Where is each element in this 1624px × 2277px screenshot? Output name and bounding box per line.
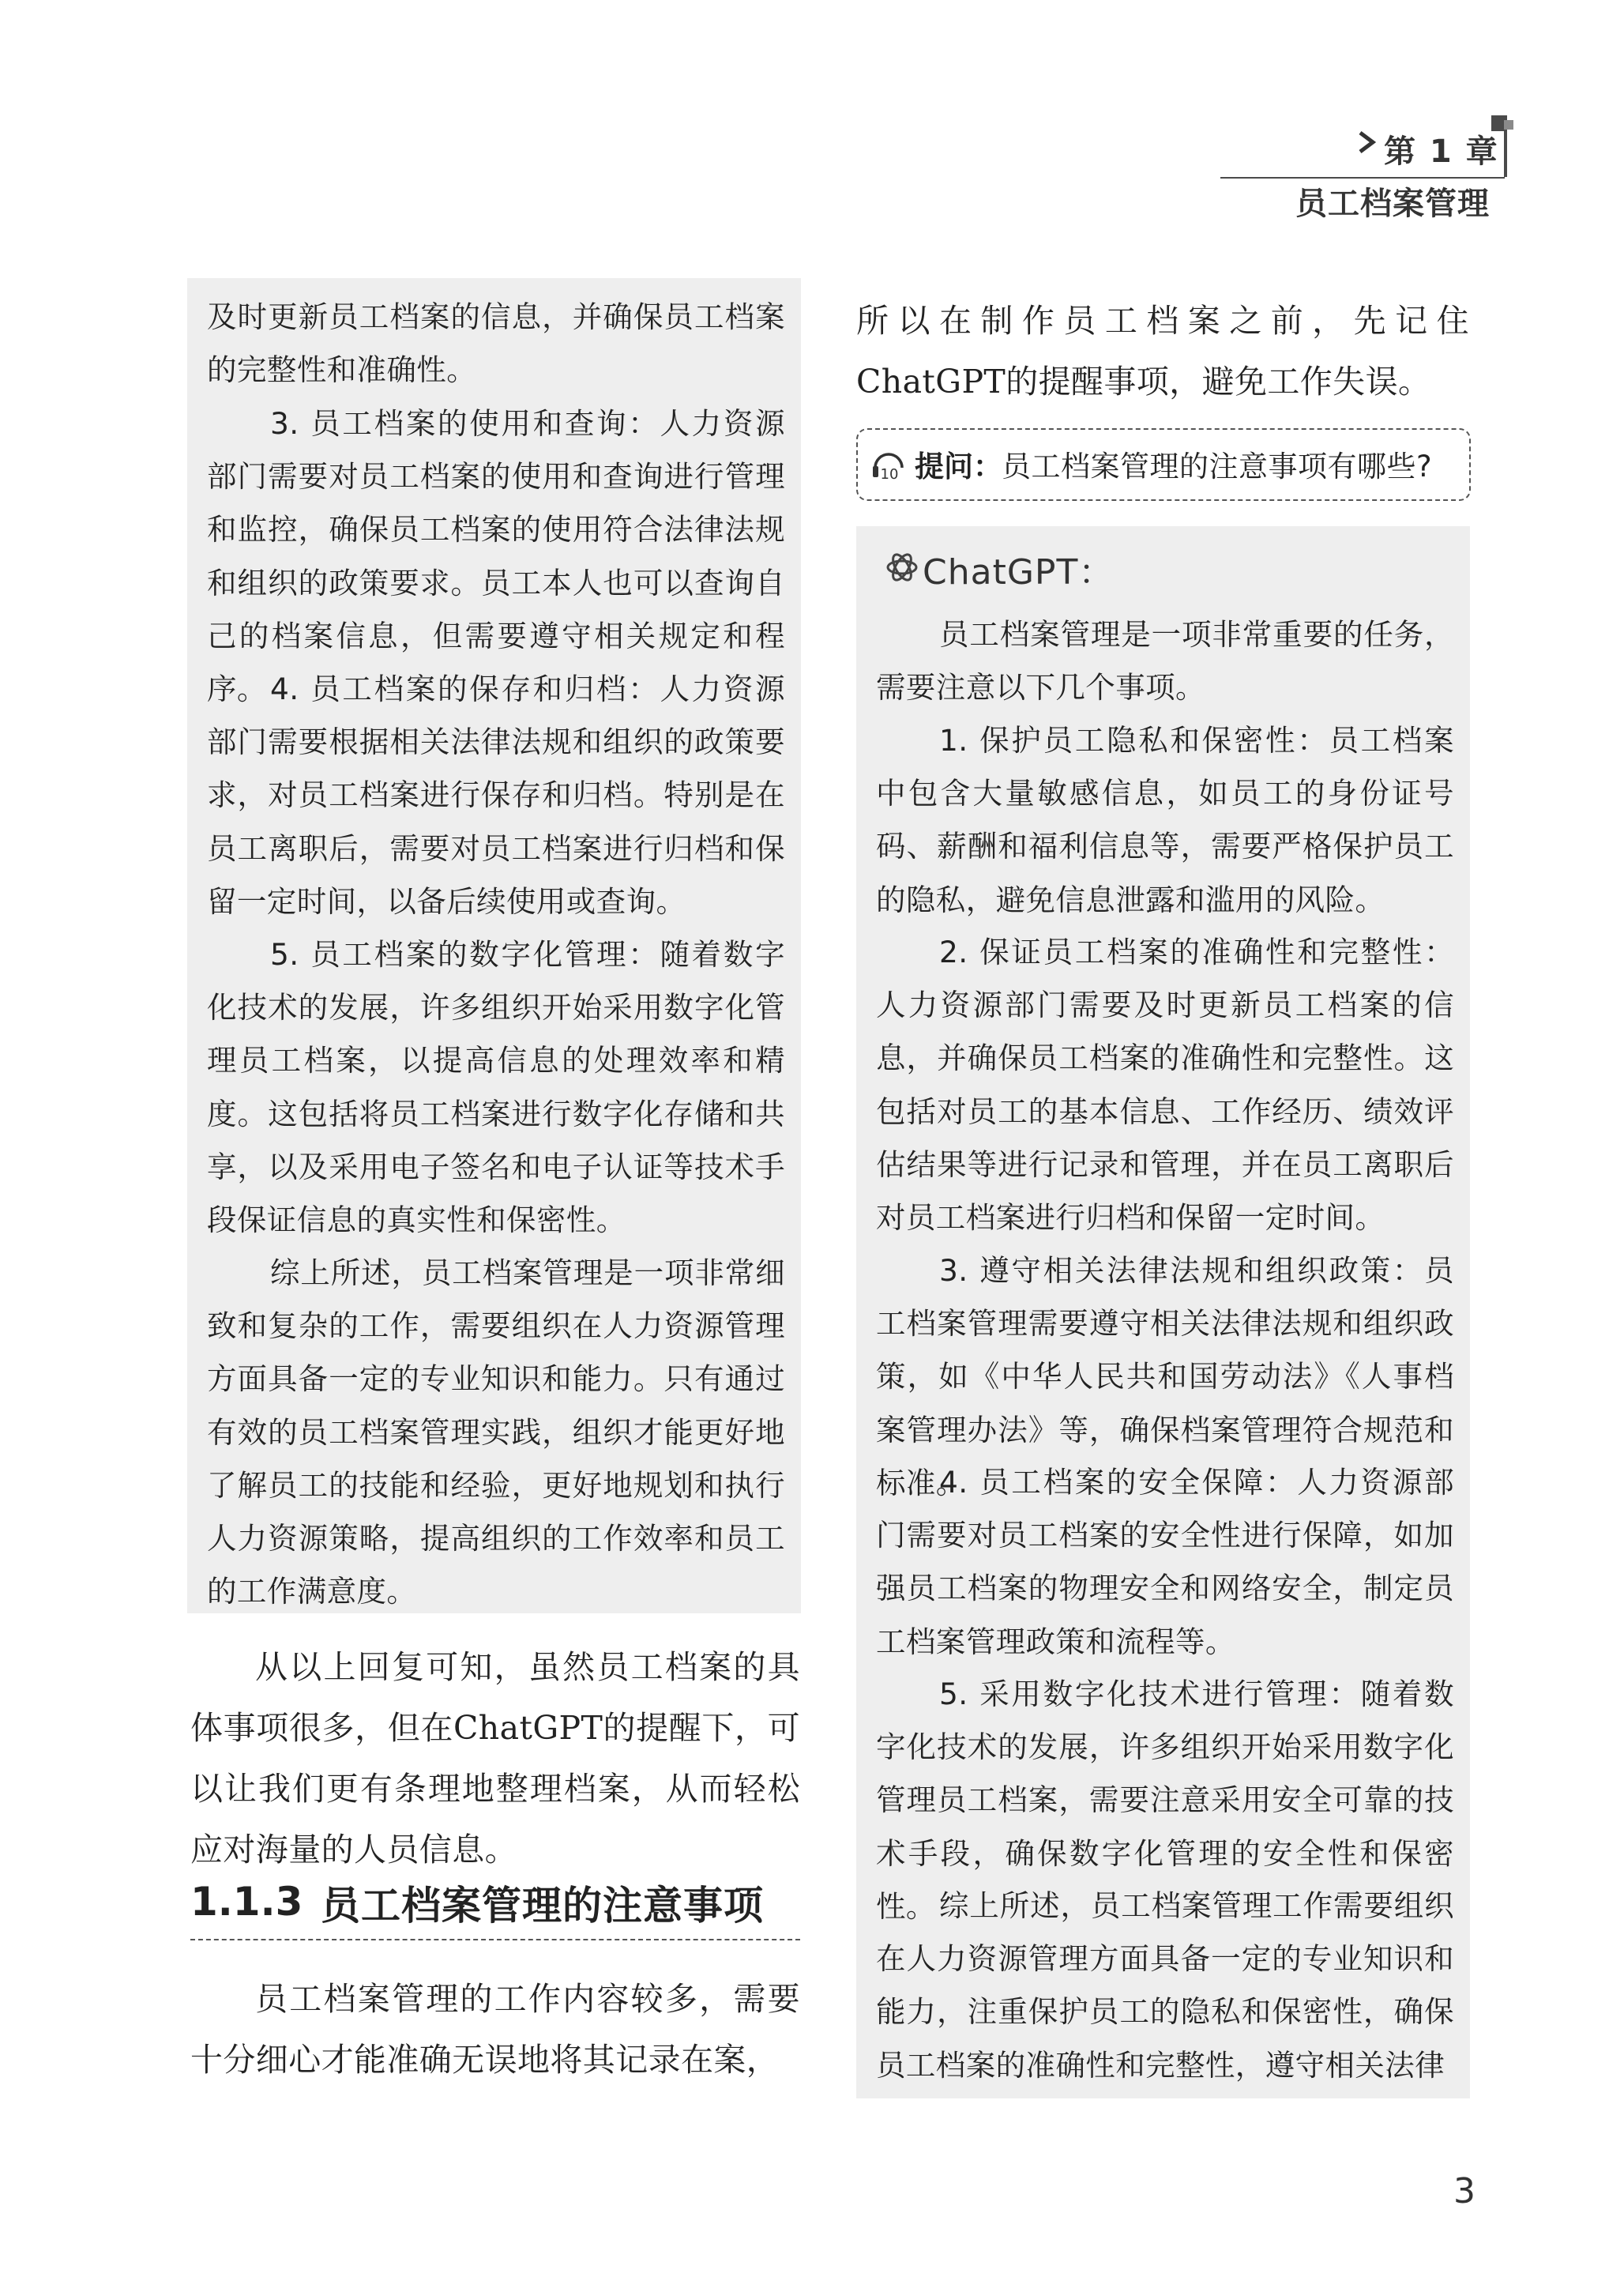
answer-paragraph: 4. 员工档案的安全保障：人力资源部门需要对员工档案的安全性进行保障，如加强员工档案的物理安全和网络安全，制定员工档案管理政策和流程等。 (876, 1465, 1454, 1659)
answer-paragraph: 1. 保护员工隐私和保密性：员工档案中包含大量敏感信息，如员工的身份证号码、薪酬和福利信息等，需要严格保护员工的隐私，避免信息泄露和滥用的风险。 (876, 723, 1454, 917)
chatgpt-label: ChatGPT： (923, 552, 1115, 593)
body-paragraph: 员工档案管理的工作内容较多，需要十分细心才能准确无误地将其记录在案， (190, 1980, 800, 2079)
answer-paragraph: 综上所述，员工档案管理工作需要组织在人力资源管理方面具备一定的专业知识和能力，注重保护员工的隐私和保密性，确保员工档案的准确性和完整性，遵守相关法律 (876, 1888, 1454, 2083)
header-corner-square-light (1504, 120, 1513, 130)
chapter-title: 员工档案管理 (1295, 186, 1490, 222)
chevron-right-icon (1357, 130, 1378, 155)
answer-paragraph: 综上所述，员工档案管理是一项非常细致和复杂的工作，需要组织在人力资源管理方面具备一定的专业知识和能力。只有通过有效的员工档案管理实践，组织才能更好地了解员工的技能和经验，更好地规划和执行人力资源策略，提高组织的工作效率和员工的工作满意度。 (207, 1255, 785, 1609)
svg-text:10: 10 (880, 466, 899, 483)
page-number: 3 (1453, 2171, 1476, 2211)
answer-paragraph: 3. 遵守相关法律法规和组织政策：员工档案管理需要遵守相关法律法规和组织政策，如《中华人民共和国劳动法》《人事档案管理办法》等，确保档案管理符合规范和标准。 (876, 1253, 1454, 1500)
chatgpt-logo-icon (883, 548, 921, 586)
section-title: 员工档案管理的注意事项 (321, 1883, 764, 1929)
answer-paragraph: 3. 员工档案的使用和查询：人力资源部门需要对员工档案的使用和查询进行管理和监控，确保员工档案的使用符合法律法规和组织的政策要求。员工本人也可以查询自己的档案信息，但需要遵守相关规定和程序。 (207, 406, 785, 707)
prompt-label: 提问： (915, 450, 1002, 484)
answer-paragraph: 5. 采用数字化技术进行管理：随着数字化技术的发展，许多组织开始采用数字化管理员工档案，需要注意采用安全可靠的技术手段，确保数字化管理的安全性和保密性。 (876, 1677, 1454, 1924)
section-number: 1.1.3 (190, 1879, 303, 1925)
answer-paragraph: 2. 保证员工档案的准确性和完整性：人力资源部门需要及时更新员工档案的信息，并确保员工档案的准确性和完整性。这包括对员工的基本信息、工作经历、绩效评估结果等进行记录和管理，并在员工离职后对员工档案进行归档和保留一定时间。 (876, 935, 1454, 1236)
body-paragraph: 从以上回复可知，虽然员工档案的具体事项很多，但在ChatGPT的提醒下，可以让我们更有条理地整理档案，从而轻松应对海量的人员信息。 (190, 1648, 800, 1869)
body-paragraph: 所以在制作员工档案之前，先记住ChatGPT的提醒事项，避免工作失误。 (856, 302, 1469, 401)
answer-paragraph: 5. 员工档案的数字化管理：随着数字化技术的发展，许多组织开始采用数字化管理员工档案，以提高信息的处理效率和精度。这包括将员工档案进行数字化存储和共享，以及采用电子签名和电子认证等技术手段保证信息的真实性和保密性。 (207, 937, 785, 1238)
prompt-text: 员工档案管理的注意事项有哪些? (1002, 450, 1433, 484)
answer-paragraph: 员工档案管理是一项非常重要的任务，需要注意以下几个事项。 (876, 617, 1454, 706)
answer-paragraph: 及时更新员工档案的信息，并确保员工档案的完整性和准确性。 (207, 299, 785, 388)
chapter-number: 第 1 章 (1384, 134, 1499, 170)
section-underline (190, 1939, 800, 1940)
headset-icon (869, 444, 908, 484)
answer-paragraph: 4. 员工档案的保存和归档：人力资源部门需要根据相关法律法规和组织的政策要求，对员工档案进行保存和归档。特别是在员工离职后，需要对员工档案进行归档和保留一定时间，以备后续使用或查询。 (207, 672, 785, 919)
